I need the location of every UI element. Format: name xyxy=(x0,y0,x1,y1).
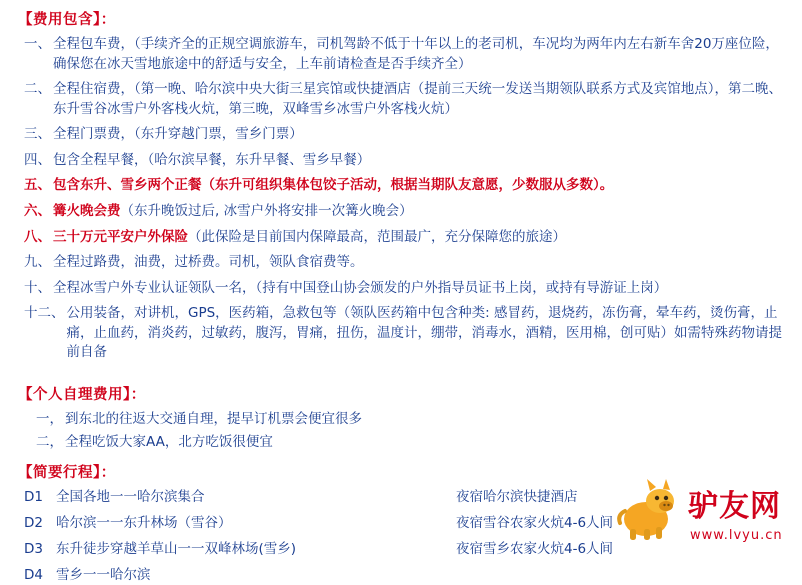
item-text: 公用装备，对讲机，GPS，医药箱，急救包等（领队医药箱中包含种类: 感冒药，退烧药，冻伤膏，晕车药，烫伤膏，止痛，止血药，消炎药，过敏药，腹泻，胃痛，扭伤，温度计，绷带，消毒水，酒精，医用棉，创可贴）如需特殊药物请提前自备 xyxy=(66,305,782,361)
section-title-self-pay: 【个人自理费用】： xyxy=(18,386,146,403)
itinerary-day: D4 xyxy=(24,566,43,583)
item-number: 十、 xyxy=(24,279,51,296)
item-number: 四、 xyxy=(24,151,51,168)
item-text: 全程吃饭大家AA，北方吃饭很便宜 xyxy=(65,434,273,451)
site-url: www.lvyu.cn xyxy=(690,528,783,543)
item-note: （东升晚饭过后, 冰雪户外将安排一次篝火晚会） xyxy=(120,202,413,219)
item-text-main: 三十万元平安户外保险 xyxy=(53,228,188,245)
itinerary-day: D2 xyxy=(24,514,43,531)
list-item xyxy=(10,151,792,171)
list-item-highlight xyxy=(10,176,792,196)
item-number: 五、 xyxy=(24,177,51,194)
item-text: 全程门票费，（东升穿越门票，雪乡门票） xyxy=(53,126,303,143)
item-note: （此保险是目前国内保障最高，范围最广，充分保障您的旅途） xyxy=(188,228,566,245)
item-number: 一、 xyxy=(24,36,51,52)
item-text-main: 篝火晚会费 xyxy=(53,202,121,219)
list-item xyxy=(10,253,792,273)
list-item xyxy=(10,304,792,363)
itinerary-day: D3 xyxy=(24,540,43,557)
list-item xyxy=(10,279,792,299)
item-number: 二、 xyxy=(24,81,51,98)
itinerary-route: 哈尔滨一一东升林场（雪谷） xyxy=(56,514,232,531)
item-number: 九、 xyxy=(24,254,51,271)
item-text: 全程过路费，油费，过桥费。司机，领队食宿费等。 xyxy=(53,254,364,271)
itinerary-stay: 夜宿哈尔滨快捷酒店 xyxy=(456,489,578,505)
section-title-itinerary: 【简要行程】： xyxy=(18,465,116,481)
list-item xyxy=(10,433,792,453)
item-number: 十二、 xyxy=(24,305,65,322)
item-text: 全程包车费，（手续齐全的正规空调旅游车，司机驾龄不低于十年以上的老司机，车况均为两年内左右新车舍20万座位险，确保您在冰天雪地旅途中的舒适与安全，上车前请检查是否手续齐全） xyxy=(53,36,779,72)
spacer xyxy=(10,369,792,383)
list-item-highlight xyxy=(10,228,792,248)
item-text xyxy=(51,228,792,248)
section-title-fee-included: 【费用包含】： xyxy=(18,12,116,28)
item-number: 一， xyxy=(36,410,63,427)
item-text: 全程住宿费，（第一晚、哈尔滨中央大街三星宾馆或快捷酒店（提前三天统一发送当期领队联系方式及宾馆地点），第二晚、东升雪谷冰雪户外客栈火炕，第三晚，双峰雪乡冰雪户外客栈火炕） xyxy=(53,81,782,117)
itinerary-route: 全国各地一一哈尔滨集合 xyxy=(56,489,205,505)
item-text: 包含全程早餐，（哈尔滨早餐，东升早餐、雪乡早餐） xyxy=(53,151,371,168)
list-item xyxy=(10,35,792,74)
item-number: 八、 xyxy=(24,228,51,245)
itinerary-stay: 夜宿雪乡农家火炕4-6人间 xyxy=(456,540,614,557)
item-text xyxy=(51,202,792,222)
item-number: 二， xyxy=(36,434,63,451)
list-item-highlight xyxy=(10,202,792,222)
list-item xyxy=(10,410,792,430)
site-brand-name: 驴友网 xyxy=(688,489,781,524)
itinerary-day: D1 xyxy=(24,489,43,505)
item-number: 三、 xyxy=(24,126,51,143)
itinerary-route: 雪乡一一哈尔滨 xyxy=(56,566,151,583)
list-item xyxy=(10,125,792,145)
itinerary-stay: 夜宿雪谷农家火炕4-6人间 xyxy=(456,514,614,531)
list-item xyxy=(10,80,792,119)
donkey-mascot-icon xyxy=(616,479,682,541)
site-watermark xyxy=(606,473,796,545)
table-row xyxy=(10,566,792,585)
item-number: 六、 xyxy=(24,202,51,219)
item-text: 包含东升、雪乡两个正餐（东升可组织集体包饺子活动，根据当期队友意愿，少数服从多数）。 xyxy=(53,177,614,194)
item-text: 全程冰雪户外专业认证领队一名，（持有中国登山协会颁发的户外指导员证书上岗，或持有导游证上岗） xyxy=(53,279,668,296)
itinerary-route: 东升徒步穿越羊草山一一双峰林场(雪乡) xyxy=(56,540,297,557)
self-pay-list xyxy=(10,410,792,453)
item-text: 到东北的往返大交通自理，提早订机票会便宜很多 xyxy=(65,410,362,427)
